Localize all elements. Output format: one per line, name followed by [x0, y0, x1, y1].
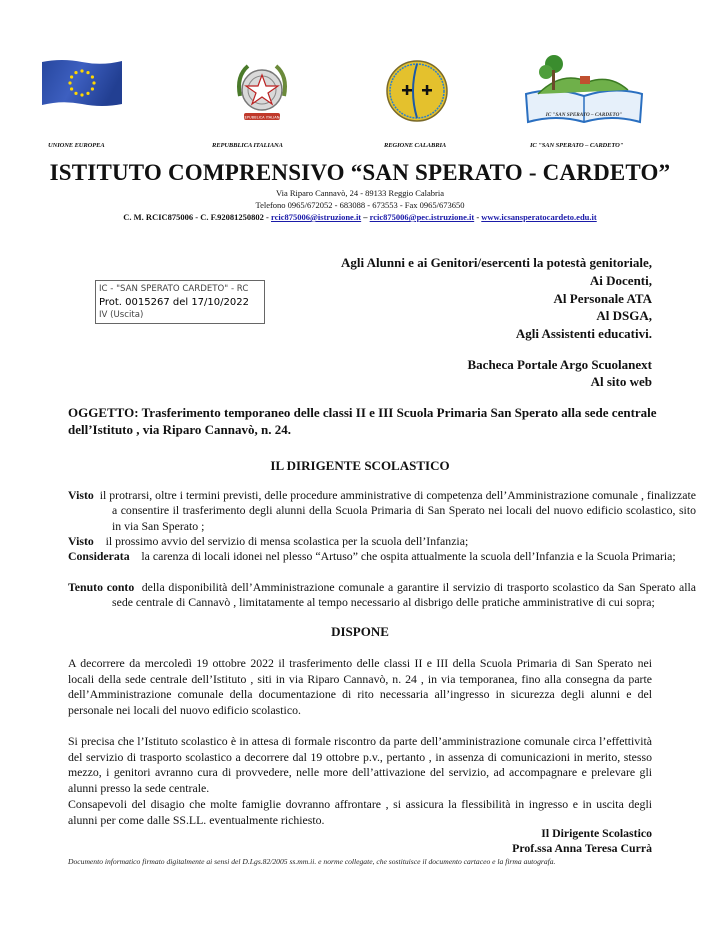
school-caption: IC "SAN SPERATO – CARDETO" [530, 142, 624, 149]
italy-emblem-logo [232, 56, 292, 126]
clause-text: della disponibilità dell’Amministrazione comunale a garantire il servizio di trasporto scolastico da San Sperato alla sede centrale di Cannavò , limitatamente al tempo necessario al disbrigo delle pratiche amministrative di cui sopra; [112, 580, 697, 610]
address-line: Via Riparo Cannavò, 24 - 89133 Reggio Calabria [275, 188, 445, 198]
clause-text: la carenza di locali idonei nel plesso “Artuso” che ospita attualmente la scuola dell’Infanzia e la Scuola Primaria; [141, 549, 676, 563]
recipients-block [341, 254, 652, 343]
clause-text: il protrarsi, oltre i termini previsti, delle procedure amministrative di competenza dell’Amministrazione comunale , finalizzate a consentire il trasferimento degli alunni della Scuola Primaria di San Sperato nei locali del nuovo edificio scolastico, sito in via San Sperato ; [99, 488, 697, 533]
body-paragraph-1: A decorrere da mercoledì 19 ottobre 2022 il trasferimento delle classi II e III della Scuola Primaria di San Sperato nei locali della sede centrale dell’Istituto , siti in via Riparo Cannavò, n. 24 , in via temporanea, fino alla consegna da parte dell’Amministrazione comunale della documentazione di rito necessaria all’ingresso in sicurezza degli alunni e del personale nei locali del nuovo edificio scolastico. [68, 656, 652, 718]
digital-signature-note: Documento informatico firmato digitalmente ai sensi del D.Lgs.82/2005 ss.mm.ii. e norme collegate, che sostituisce il documento cartaceo e la firma autografa. [68, 857, 556, 866]
recipient-line: Agli Alunni e ai Genitori/esercenti la potestà genitoriale, [340, 255, 652, 270]
dirigente-heading: IL DIRIGENTE SCOLASTICO [270, 458, 450, 473]
clause-keyword: Considerata [68, 549, 130, 563]
clause-keyword: Visto [68, 488, 94, 502]
eu-caption: UNIONE EUROPEA [48, 142, 105, 149]
website-link[interactable]: www.icsansperatocardeto.edu.it [481, 212, 597, 222]
posting-block [468, 356, 653, 390]
phone-line: Telefono 0965/672052 - 683088 - 673553 - Fax 0965/673650 [255, 200, 465, 210]
subject-line: OGGETTO: Trasferimento temporaneo delle classi II e III Scuola Primaria San Sperato alla sede centrale dell’Istituto , via Riparo Cannavò, n. 24. [68, 405, 657, 437]
posting-line: Al sito web [590, 374, 652, 389]
separator: - [474, 212, 482, 222]
open-book-tree-icon [522, 50, 646, 130]
protocol-institute: IC - "SAN SPERATO CARDETO" - RC [99, 284, 249, 294]
pec-email-link[interactable]: rcic875006@pec.istruzione.it [369, 212, 475, 222]
separator: – [361, 212, 370, 222]
codes-text: C. M. RCIC875006 - C. F.92081250802 - [123, 212, 271, 222]
clause-visto-1 [68, 488, 696, 534]
contacts-line [0, 212, 720, 222]
clause-visto-2 [68, 534, 696, 549]
clause-text: il prossimo avvio del servizio di mensa scolastica per la scuola dell’Infanzia; [105, 534, 469, 548]
italy-caption: REPUBBLICA ITALIANA [212, 142, 283, 149]
recipient-line: Al Personale ATA [553, 290, 652, 306]
signature-role: Il Dirigente Scolastico [541, 826, 652, 840]
italy-star-emblem-icon [232, 56, 292, 126]
calabria-emblem-logo [384, 58, 450, 124]
svg-text:IC "SAN SPERATO – CARDETO": IC "SAN SPERATO – CARDETO" [545, 112, 623, 118]
protocol-stamp [95, 280, 265, 324]
signature-name: Prof.ssa Anna Teresa Currà [512, 841, 652, 855]
school-logo [522, 50, 646, 130]
body-paragraph-3: Consapevoli del disagio che molte famiglie dovranno affrontare , si assicura la flessibilità in ingresso e in uscita degli alunni per come dalle SS.LL. eventualmente richiesto. [68, 797, 652, 827]
clause-keyword: Tenuto conto [68, 580, 135, 594]
body-paragraph-2: Si precisa che l’Istituto scolastico è in attesa di formale riscontro da parte dell’amministrazione comunale circa l’effettività del servizio di trasporto scolastico a decorrere dal 19 ottobre p.v., pertanto , in assenza di comunicazioni in merito, stesso mezzo, i genitori avranno cura di provvedere, nelle more dell’attivazione del servizio, ad accompagnare e prelevare gli alunni presso la sede centrale. [68, 734, 652, 796]
calabria-caption: REGIONE CALABRIA [384, 142, 447, 149]
institute-title: ISTITUTO COMPRENSIVO “SAN SPERATO - CARDETO” [49, 160, 671, 185]
signature-block [512, 826, 652, 856]
eu-flag-icon [42, 58, 122, 108]
eu-flag-logo [42, 58, 122, 108]
email-link[interactable]: rcic875006@istruzione.it [271, 212, 362, 222]
recipient-line: Agli Assistenti educativi. [515, 326, 652, 342]
dispone-heading: DISPONE [331, 624, 389, 639]
svg-text:REPUBBLICA ITALIANA: REPUBBLICA ITALIANA [242, 115, 282, 120]
clause-considerata [68, 549, 696, 564]
calabria-shield-icon [384, 58, 450, 124]
clause-keyword: Visto [68, 534, 94, 548]
recipient-line: Al DSGA, [596, 308, 652, 324]
protocol-number: Prot. 0015267 del 17/10/2022 [99, 297, 249, 308]
posting-line: Bacheca Portale Argo Scuolanext [467, 357, 652, 372]
protocol-direction: IV (Uscita) [99, 310, 144, 320]
clause-tenuto-conto [68, 580, 696, 611]
recipient-line: Ai Docenti, [589, 272, 652, 288]
